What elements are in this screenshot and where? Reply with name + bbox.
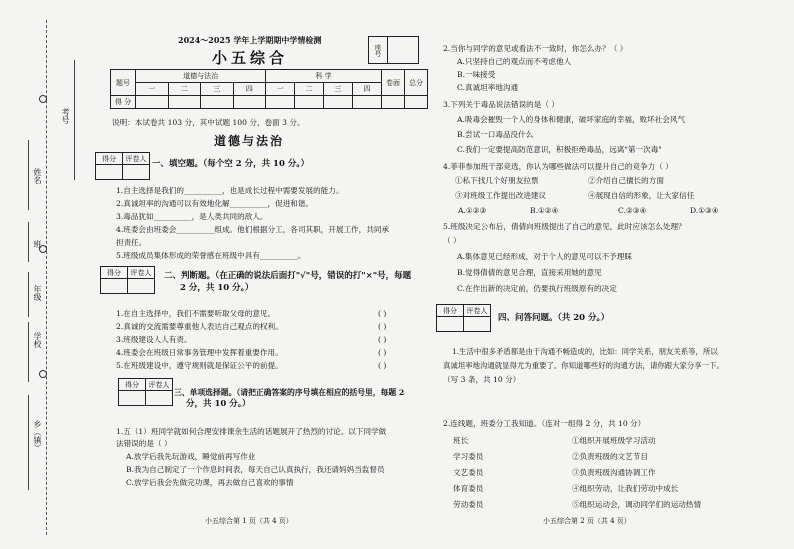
page-footer-right: 小五综合第 2 页（共 4 页） bbox=[543, 517, 631, 525]
score-row-label: 得 分 bbox=[111, 96, 136, 109]
score-input[interactable] bbox=[119, 391, 146, 406]
grade-line bbox=[28, 272, 29, 317]
essay-q1-cont: 真诚坦率地沟通就显得尤为重要了。你知道哪些好的沟通方法，请你跟大家分享一下。 bbox=[443, 361, 724, 370]
mc-q5: 5.班级决定公布后，倩倩向班级提出了自己的意见，此时应该怎么处理？ bbox=[443, 222, 686, 231]
match-left-item[interactable]: 体育委员 bbox=[453, 484, 484, 493]
mc-q2: 2.当你与同学的意见或看法不一致时，你怎么办？（ ） bbox=[443, 44, 628, 53]
science-header: 科 学 bbox=[266, 70, 382, 83]
mc-q1-option-c[interactable]: C.放学后我会先做完功课，再去做自己喜欢的事情 bbox=[126, 478, 294, 487]
score-cell[interactable] bbox=[136, 96, 169, 109]
answer-paren[interactable]: ( ) bbox=[378, 322, 387, 331]
judge-item: 5.在班级建设中，遵守规则就是保证公平的前提。 bbox=[116, 361, 283, 370]
mc-q4-item3: ③对班级工作提出改进建议 bbox=[455, 191, 547, 200]
reviewer-input[interactable] bbox=[464, 317, 491, 332]
name-line bbox=[28, 140, 29, 210]
school-line bbox=[28, 322, 29, 382]
mc-q5-option-b[interactable]: B.觉得倩倩的意见合理，直接采用她的意见 bbox=[457, 268, 602, 277]
col-header: 一 bbox=[266, 83, 295, 96]
scorer-box-1 bbox=[95, 152, 150, 180]
score-cell[interactable] bbox=[201, 96, 234, 109]
part3-heading: 三、单项选择题。（请把正确答案的序号填在相应的括号里，每题 2 bbox=[174, 388, 405, 397]
mc-q4-item1: ①私下找几个好朋友拉票 bbox=[455, 176, 539, 185]
mc-q5-cont: （ ） bbox=[443, 236, 461, 245]
essay-q1-cont2: （写 3 条，共 10 分） bbox=[443, 375, 521, 384]
score-input[interactable] bbox=[437, 317, 464, 332]
match-right-item[interactable]: ⑤组织运动会，调动同学们的运动热情 bbox=[572, 500, 702, 509]
binding-strip bbox=[0, 0, 98, 549]
seat-label: 座号 bbox=[369, 37, 388, 64]
mc-q4-option-b[interactable]: B.①②④ bbox=[530, 206, 559, 215]
essay-q1: 1.生活中很多矛盾都是由于沟通不畅造成的，比如：同学关系，朋友关系等，所以 bbox=[452, 347, 718, 356]
grade-label: 年级 bbox=[33, 285, 42, 301]
match-left-item[interactable]: 劳动委员 bbox=[453, 500, 484, 509]
question-no-label: 题号 bbox=[111, 70, 136, 96]
mc-q5-option-c[interactable]: C.在作出新的决定前，仍要执行班级原有的决定 bbox=[457, 284, 617, 293]
reviewer-label: 评卷人 bbox=[123, 153, 150, 165]
answer-paren[interactable]: ( ) bbox=[378, 309, 387, 318]
mc-q2-option-b[interactable]: B.一味接受 bbox=[457, 70, 496, 79]
answer-paren[interactable]: ( ) bbox=[378, 348, 387, 357]
exam-no-line bbox=[74, 60, 75, 180]
mc-q1: 1.五（1）班同学就如何合理安排课余生活的话题展开了热烈的讨论。以下同学做 bbox=[116, 427, 387, 436]
mc-q4-item2: ②介绍自己擅长的方面 bbox=[588, 176, 664, 185]
moral-header: 道德与法治 bbox=[136, 70, 266, 83]
exam-note: 说明：本试卷共 103 分，其中试题 100 分，卷面 3 分。 bbox=[112, 118, 305, 127]
col-header: 三 bbox=[201, 83, 234, 96]
town-line bbox=[28, 395, 29, 490]
part2-heading: 二、判断题。（在正确的说法后面打"√"号，错误的打"×"号，每题 bbox=[164, 271, 412, 281]
reviewer-input[interactable] bbox=[146, 391, 173, 406]
binding-hole bbox=[39, 370, 47, 378]
mc-q1-option-a[interactable]: A.放学后我先玩游戏，睡觉前再写作业 bbox=[126, 452, 256, 461]
score-label: 得分 bbox=[119, 379, 146, 391]
part1-line: 4.班委会由班委会__________组成。他们根据分工，各司其职，开展工作，共同承 bbox=[116, 225, 390, 234]
col-header: 一 bbox=[136, 83, 169, 96]
binding-hole bbox=[39, 95, 47, 103]
reviewer-input[interactable] bbox=[123, 165, 150, 180]
score-label: 得分 bbox=[101, 267, 128, 279]
mc-q3: 3.下列关于毒品说法错误的是（ ） bbox=[443, 100, 559, 109]
mc-q1-option-b[interactable]: B.我为自己制定了一个作息时间表，每天自己认真执行，我还请妈妈当监督员 bbox=[126, 465, 385, 474]
answer-paren[interactable]: ( ) bbox=[378, 335, 387, 344]
mc-q4-option-d[interactable]: D.①③④ bbox=[690, 206, 719, 215]
exam-title: 小五综合 bbox=[212, 49, 289, 67]
match-right-item[interactable]: ②负责班级的文艺节目 bbox=[572, 452, 648, 461]
match-right-item[interactable]: ③负责班级沟通协调工作 bbox=[572, 468, 656, 477]
score-cell[interactable] bbox=[295, 96, 324, 109]
match-right-item[interactable]: ①组织开展班级学习活动 bbox=[572, 436, 656, 445]
mc-q5-option-a[interactable]: A.集体意见已经形成，对于个人的意见可以不予理睬 bbox=[457, 252, 632, 261]
part1-line: 1.自主选择是我们的__________，也是成长过程中需要发展的能力。 bbox=[116, 186, 344, 195]
mc-q3-option-c[interactable]: C.我们一定要提高防范意识，积极拒绝毒品，远离"第一次毒" bbox=[457, 145, 662, 154]
match-left-item[interactable]: 班长 bbox=[453, 436, 469, 445]
school-label: 学校 bbox=[33, 332, 42, 348]
col-header: 四 bbox=[233, 83, 266, 96]
mc-q3-option-a[interactable]: A.吸毒会摧毁一个人的身体和健康，破坏家庭的幸福，败坏社会风气 bbox=[457, 115, 686, 124]
score-table bbox=[110, 69, 428, 109]
scorer-box-3 bbox=[118, 378, 173, 406]
score-label: 得分 bbox=[437, 305, 464, 317]
scorer-box-2 bbox=[100, 266, 155, 294]
judge-item: 3.班级建设人人有责。 bbox=[116, 335, 192, 344]
neatness-header: 卷面 bbox=[382, 70, 405, 96]
scorer-box-4 bbox=[436, 304, 491, 332]
score-cell[interactable] bbox=[405, 96, 428, 109]
total-header: 总分 bbox=[405, 70, 428, 96]
part2-heading-cont: 2 分，共 10 分。） bbox=[180, 283, 254, 293]
seat-input[interactable] bbox=[388, 37, 419, 64]
reviewer-label: 评卷人 bbox=[128, 267, 155, 279]
mc-q4-option-a[interactable]: A.①②③ bbox=[458, 206, 487, 215]
exam-subtitle: 2024～2025 学年上学期期中学情检测 bbox=[178, 35, 322, 45]
match-left-item[interactable]: 学习委员 bbox=[453, 452, 484, 461]
answer-paren[interactable]: ( ) bbox=[378, 361, 387, 370]
matching-question: 2.连线题，班委分工我知道。（连对一组得 2 分，共 10 分） bbox=[443, 419, 646, 428]
mc-q2-option-c[interactable]: C.真诚坦率地沟通 bbox=[457, 83, 519, 92]
mc-q4-item4: ④展现自信的形象，让大家信任 bbox=[588, 191, 695, 200]
seat-box bbox=[368, 36, 419, 64]
mc-q3-option-b[interactable]: B.尝试一口毒品没什么 bbox=[457, 130, 534, 139]
judge-item: 1.在自主选择中，我们不需要听取父母的意见。 bbox=[116, 309, 276, 318]
col-header: 三 bbox=[324, 83, 353, 96]
col-header: 二 bbox=[168, 83, 201, 96]
part1-line: 2.真诚坦率的沟通可以有效地化解__________，促进和谐。 bbox=[116, 199, 314, 208]
mc-q4-option-c[interactable]: C.②③④ bbox=[618, 206, 647, 215]
score-cell[interactable] bbox=[233, 96, 266, 109]
section-title: 道德与法治 bbox=[214, 134, 285, 148]
judge-item: 4.班委会在班级日常事务管理中发挥着重要作用。 bbox=[116, 348, 283, 357]
town-label: 乡（镇） bbox=[33, 420, 42, 452]
score-input[interactable] bbox=[101, 279, 128, 294]
reviewer-label: 评卷人 bbox=[146, 379, 173, 391]
score-cell[interactable] bbox=[382, 96, 405, 109]
name-label: 姓名 bbox=[33, 168, 42, 184]
score-label: 得分 bbox=[96, 153, 123, 165]
reviewer-label: 评卷人 bbox=[464, 305, 491, 317]
mc-q1-cont: 法错误的是（ ） bbox=[116, 439, 172, 448]
score-cell[interactable] bbox=[324, 96, 353, 109]
score-cell[interactable] bbox=[168, 96, 201, 109]
score-input[interactable] bbox=[96, 165, 123, 180]
mc-q2-option-a[interactable]: A.只坚持自己的观点而不考虑他人 bbox=[457, 57, 572, 66]
class-label: 班 bbox=[33, 240, 42, 248]
mc-q4: 4.菲菲参加班干部竞选，你认为哪些做法可以提升自己的竞争力（ ） bbox=[443, 162, 673, 171]
part3-heading-cont: 分，共 10 分。） bbox=[186, 399, 251, 409]
part1-line: 担责任。 bbox=[116, 238, 147, 247]
part1-line: 5.班级成员集体形成的荣誉感在班级中具有__________。 bbox=[116, 251, 306, 260]
judge-item: 2.真诚的交流需要尊重他人表达自己观点的权利。 bbox=[116, 322, 283, 331]
part1-heading: 一、填空题。（每个空 2 分，共 10 分。） bbox=[152, 159, 310, 169]
part4-heading: 四、问答问题。（共 20 分。） bbox=[498, 313, 610, 323]
class-line bbox=[28, 222, 29, 262]
reviewer-input[interactable] bbox=[128, 279, 155, 294]
exam-no-label: 考号 bbox=[61, 108, 70, 124]
match-right-item[interactable]: ④组织劳动，让我们劳动中成长 bbox=[572, 484, 679, 493]
part1-line: 3.毒品犹如__________，是人类共同的敌人。 bbox=[116, 212, 268, 221]
col-header: 四 bbox=[353, 83, 382, 96]
col-header: 二 bbox=[295, 83, 324, 96]
score-cell[interactable] bbox=[266, 96, 295, 109]
page-footer-left: 小五综合第 1 页（共 4 页） bbox=[205, 517, 293, 525]
match-left-item[interactable]: 文艺委员 bbox=[453, 468, 484, 477]
score-cell[interactable] bbox=[353, 96, 382, 109]
